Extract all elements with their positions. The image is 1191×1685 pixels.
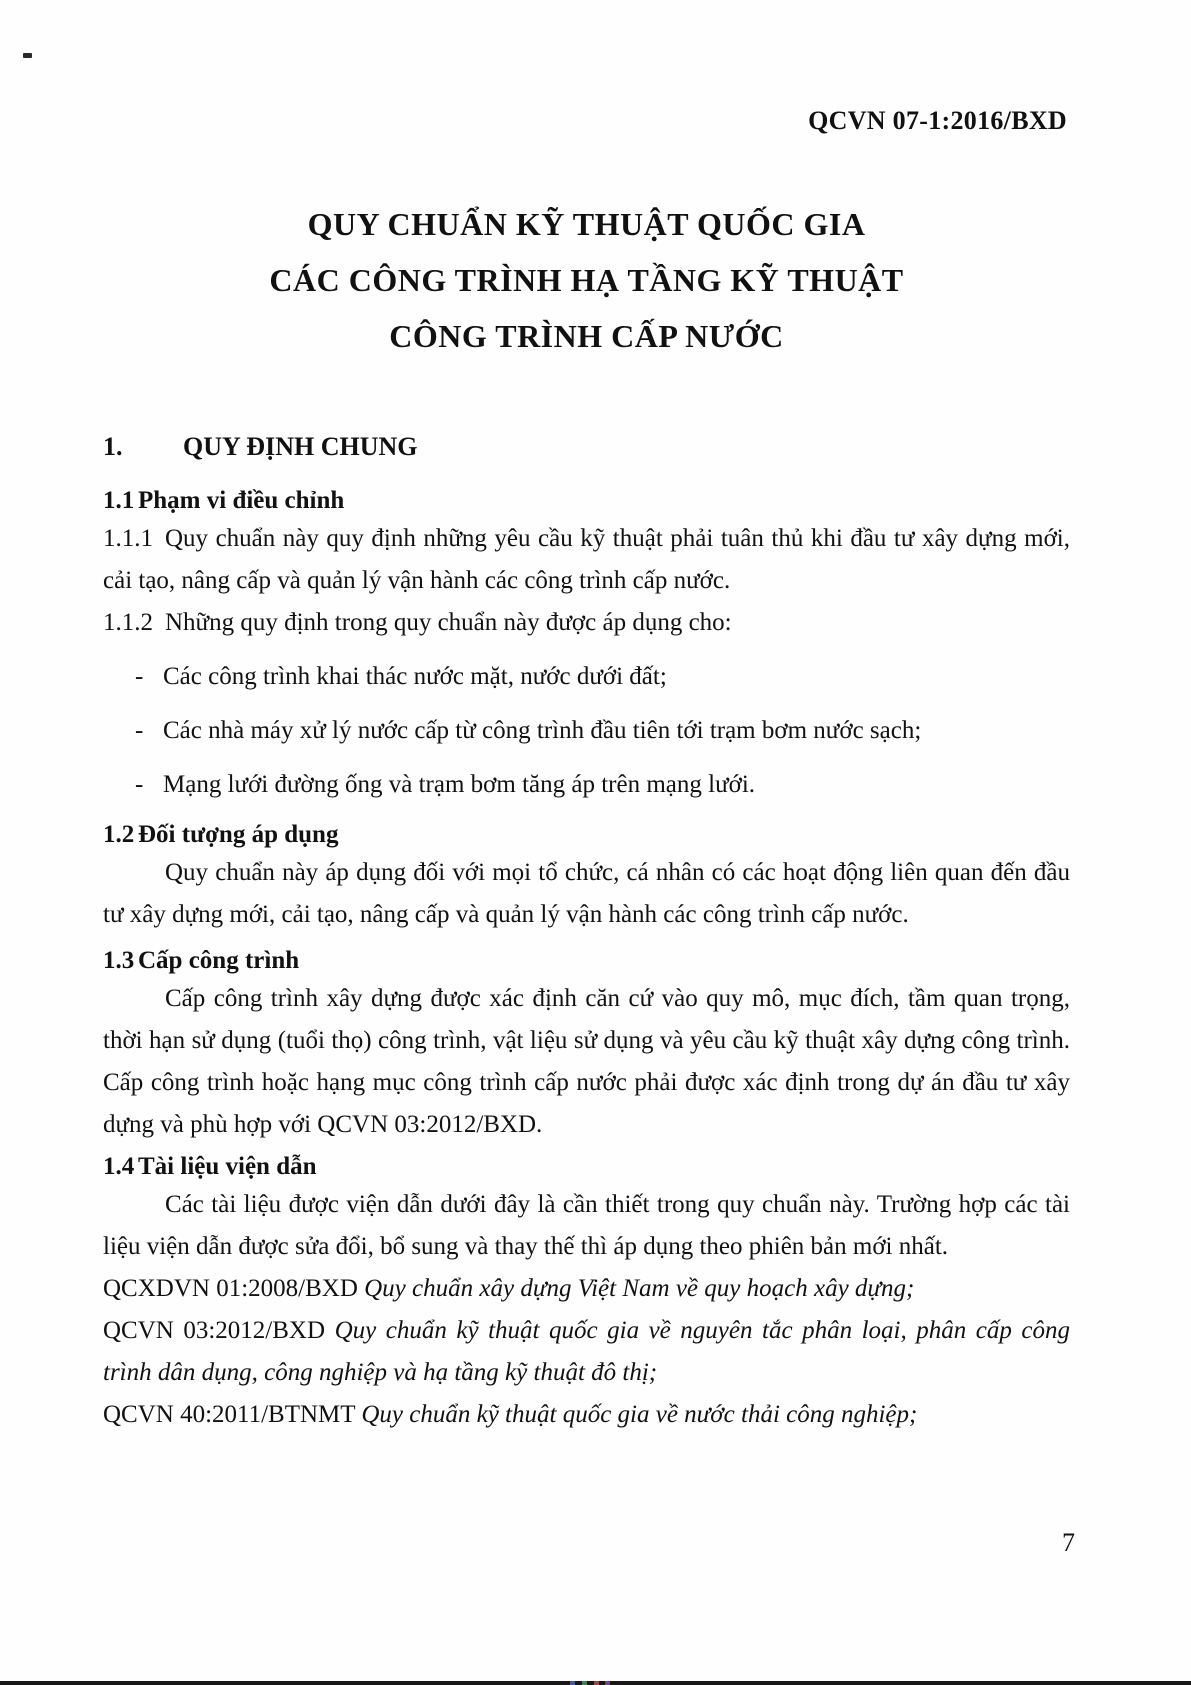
bullet-item [103,710,1070,752]
reference-title: Quy chuẩn kỹ thuật quốc gia về nguyên tắc phân loại, phân cấp công trình dân dụng, công nghiệp và hạ tầng kỹ thuật đô thị; [103,1317,1071,1386]
section-number: 1. [103,432,123,461]
paragraph-1-2-body: Quy chuẩn này áp dụng đối với mọi tổ chức, cá nhân có các hoạt động liên quan đến đầu tư xây dựng mới, cải tạo, nâng cấp và quản lý vận hành các công trình cấp nước. [103,859,1070,928]
reference-item [103,1268,1070,1310]
bullet-text: Các công trình khai thác nước mặt, nước dưới đất; [163,663,667,690]
bullet-item [103,656,1070,698]
section-heading-1-1 [103,484,1070,518]
bullet-item [103,764,1070,806]
paragraph-number: 1.1.1 [103,525,153,552]
section-number: 1.2 [103,821,135,848]
section-number: 1.1 [103,487,135,514]
bullet-marker: - [135,717,144,744]
document-content [103,0,1070,1436]
document-title-line2: CÁC CÔNG TRÌNH HẠ TẦNG KỸ THUẬT [269,262,904,298]
reference-item [103,1310,1070,1394]
section-number: 1.4 [103,1153,135,1180]
scan-artifact-speck [23,53,32,58]
section-heading-label: Đối tượng áp dụng [138,821,339,848]
paragraph-number: 1.1.2 [103,609,153,636]
reference-code: QCXDVN 01:2008/BXD [103,1275,358,1302]
paragraph-text: Quy chuẩn này quy định những yêu cầu kỹ thuật phải tuân thủ khi đầu tư xây dựng mới, cải tạo, nâng cấp và quản lý vận hành các công trình cấp nước. [103,525,1070,594]
scan-artifact-pixel [582,1681,587,1685]
paragraph-text: Những quy định trong quy chuẩn này được áp dụng cho: [165,609,732,636]
document-title-line1: QUY CHUẨN KỸ THUẬT QUỐC GIA [307,206,866,242]
page-number: 7 [1062,1528,1075,1557]
section-number: 1.3 [103,947,135,974]
document-code-header: QCVN 07-1:2016/BXD [808,106,1067,135]
scan-artifact-pixel [605,1681,610,1685]
bullet-marker: - [135,663,144,690]
section-heading-label: Cấp công trình [138,947,300,974]
reference-title: Quy chuẩn xây dựng Việt Nam về quy hoạch xây dựng; [364,1275,915,1302]
section-heading-label: Tài liệu viện dẫn [138,1153,317,1180]
document-title [103,0,1070,364]
section-heading-1-4 [103,1150,1070,1184]
section-heading-label: QUY ĐỊNH CHUNG [183,432,418,461]
paragraph-1-1-1 [103,518,1070,602]
bullet-text: Các nhà máy xử lý nước cấp từ công trình đầu tiên tới trạm bơm nước sạch; [163,717,922,744]
bullet-text: Mạng lưới đường ống và trạm bơm tăng áp trên mạng lưới. [163,771,756,798]
section-heading-label: Phạm vi điều chỉnh [138,487,345,514]
reference-code: QCVN 40:2011/BTNMT [103,1401,356,1428]
reference-item [103,1394,1070,1436]
reference-code: QCVN 03:2012/BXD [103,1317,326,1344]
scan-artifact-pixel [594,1681,599,1685]
paragraph-1-4-body: Các tài liệu được viện dẫn dưới đây là cần thiết trong quy chuẩn này. Trường hợp các tài liệu viện dẫn được sửa đổi, bổ sung và thay thế thì áp dụng theo phiên bản mới nhất. [103,1191,1070,1260]
paragraph-1-1-2 [103,602,1070,644]
paragraph-1-3-body: Cấp công trình xây dựng được xác định căn cứ vào quy mô, mục đích, tầm quan trọng, thời hạn sử dụng (tuổi thọ) công trình, vật liệu sử dụng và yêu cầu kỹ thuật xây dựng công trình. Cấp công trình hoặc hạng mục công trình cấp nước phải được xác định trong dự án đầu tư xây dựng và phù hợp với QCVN 03:2012/BXD. [103,985,1070,1138]
reference-title: Quy chuẩn kỹ thuật quốc gia về nước thải công nghiệp; [361,1401,918,1428]
document-title-line3: CÔNG TRÌNH CẤP NƯỚC [389,318,784,354]
section-heading-1-2 [103,818,1070,852]
section-heading-1 [103,430,1070,464]
scan-artifact-pixel [570,1681,575,1685]
bullet-marker: - [135,771,144,798]
section-heading-1-3 [103,944,1070,978]
